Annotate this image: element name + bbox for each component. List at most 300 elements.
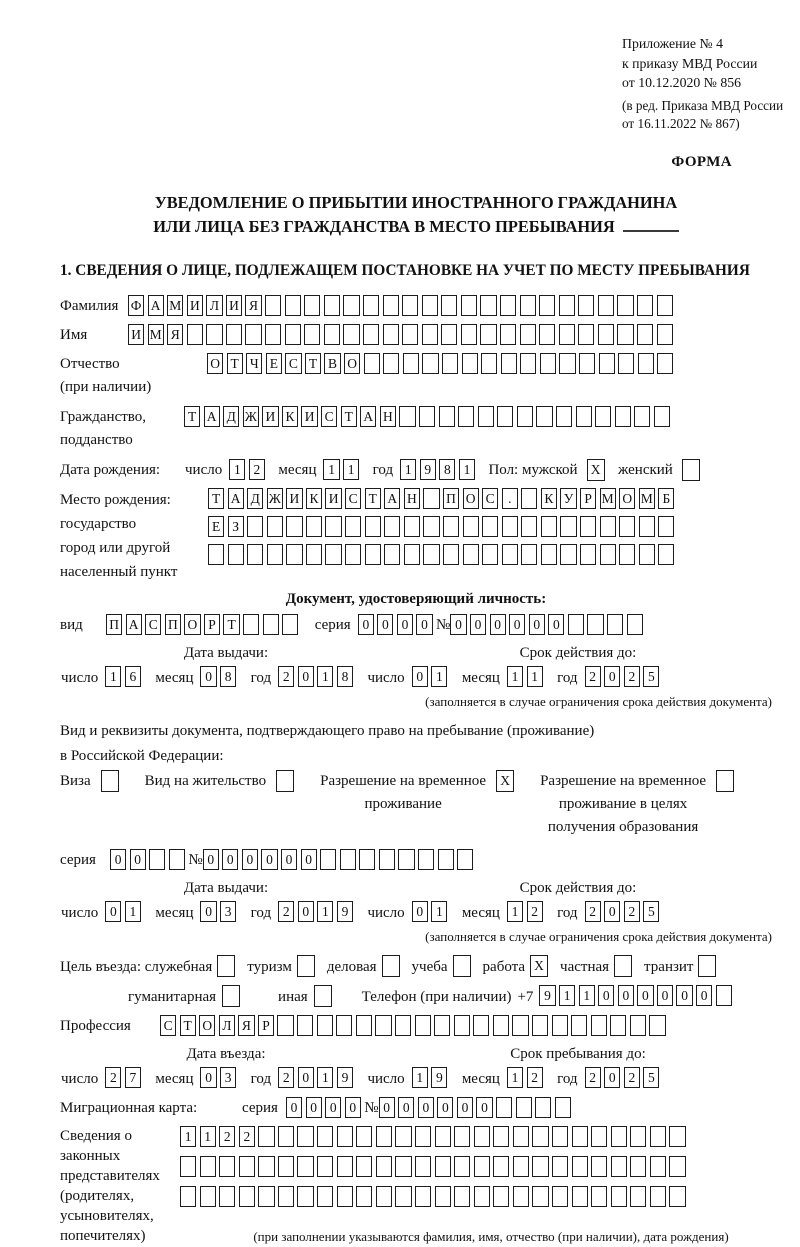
- char-cell[interactable]: [435, 1156, 451, 1177]
- char-cell[interactable]: [638, 353, 654, 374]
- char-cell[interactable]: 1: [579, 985, 595, 1006]
- char-cell[interactable]: [580, 516, 596, 537]
- char-cell[interactable]: [552, 1156, 568, 1177]
- char-cell[interactable]: 8: [220, 666, 236, 687]
- char-cell[interactable]: [500, 295, 516, 316]
- char-cell[interactable]: 0: [604, 1067, 620, 1088]
- char-cell[interactable]: [239, 1186, 255, 1207]
- char-cell[interactable]: П: [106, 614, 122, 635]
- temp-residence-education-checkbox[interactable]: [716, 770, 734, 792]
- char-cell[interactable]: [637, 324, 653, 345]
- char-cell[interactable]: [363, 295, 379, 316]
- char-cell[interactable]: [617, 295, 633, 316]
- char-cell[interactable]: 0: [301, 849, 317, 870]
- char-cell[interactable]: [343, 295, 359, 316]
- char-cell[interactable]: [572, 1156, 588, 1177]
- char-cell[interactable]: [395, 1015, 411, 1036]
- char-cell[interactable]: [454, 1156, 470, 1177]
- char-cell[interactable]: [247, 544, 263, 565]
- char-cell[interactable]: [521, 488, 537, 509]
- residence-permit-checkbox[interactable]: [276, 770, 294, 792]
- char-cell[interactable]: [480, 295, 496, 316]
- char-cell[interactable]: [325, 516, 341, 537]
- char-cell[interactable]: [219, 1186, 235, 1207]
- char-cell[interactable]: [180, 1186, 196, 1207]
- char-cell[interactable]: [443, 516, 459, 537]
- char-cell[interactable]: [286, 544, 302, 565]
- char-cell[interactable]: А: [228, 488, 244, 509]
- char-cell[interactable]: М: [600, 488, 616, 509]
- char-cell[interactable]: 0: [398, 1097, 414, 1118]
- char-cell[interactable]: Т: [223, 614, 239, 635]
- temp-residence-checkbox[interactable]: X: [496, 770, 514, 792]
- char-cell[interactable]: К: [541, 488, 557, 509]
- char-cell[interactable]: [441, 295, 457, 316]
- char-cell[interactable]: 1: [323, 459, 339, 480]
- char-cell[interactable]: [243, 614, 259, 635]
- char-cell[interactable]: [345, 544, 361, 565]
- char-cell[interactable]: 2: [278, 901, 294, 922]
- char-cell[interactable]: Н: [404, 488, 420, 509]
- char-cell[interactable]: [457, 849, 473, 870]
- char-cell[interactable]: [630, 1015, 646, 1036]
- char-cell[interactable]: С: [482, 488, 498, 509]
- char-cell[interactable]: [304, 295, 320, 316]
- char-cell[interactable]: 0: [298, 666, 314, 687]
- char-cell[interactable]: [297, 1186, 313, 1207]
- char-cell[interactable]: Р: [580, 488, 596, 509]
- char-cell[interactable]: 1: [343, 459, 359, 480]
- char-cell[interactable]: К: [306, 488, 322, 509]
- char-cell[interactable]: [579, 353, 595, 374]
- char-cell[interactable]: 0: [604, 666, 620, 687]
- char-cell[interactable]: [639, 516, 655, 537]
- char-cell[interactable]: [258, 1156, 274, 1177]
- char-cell[interactable]: М: [148, 324, 164, 345]
- char-cell[interactable]: [304, 324, 320, 345]
- char-cell[interactable]: Д: [223, 406, 239, 427]
- char-cell[interactable]: 0: [476, 1097, 492, 1118]
- char-cell[interactable]: Л: [219, 1015, 235, 1036]
- char-cell[interactable]: 0: [110, 849, 126, 870]
- char-cell[interactable]: 0: [325, 1097, 341, 1118]
- char-cell[interactable]: 0: [604, 901, 620, 922]
- char-cell[interactable]: 0: [200, 666, 216, 687]
- char-cell[interactable]: 0: [298, 1067, 314, 1088]
- char-cell[interactable]: [265, 295, 281, 316]
- char-cell[interactable]: [669, 1156, 685, 1177]
- char-cell[interactable]: [493, 1126, 509, 1147]
- char-cell[interactable]: Ж: [243, 406, 259, 427]
- char-cell[interactable]: [422, 295, 438, 316]
- char-cell[interactable]: [297, 1126, 313, 1147]
- char-cell[interactable]: 0: [286, 1097, 302, 1118]
- char-cell[interactable]: 5: [643, 666, 659, 687]
- char-cell[interactable]: 1: [527, 666, 543, 687]
- char-cell[interactable]: 0: [200, 901, 216, 922]
- char-cell[interactable]: 1: [507, 666, 523, 687]
- char-cell[interactable]: 2: [585, 1067, 601, 1088]
- char-cell[interactable]: С: [285, 353, 301, 374]
- char-cell[interactable]: [474, 1156, 490, 1177]
- char-cell[interactable]: Н: [380, 406, 396, 427]
- char-cell[interactable]: 0: [618, 985, 634, 1006]
- char-cell[interactable]: [278, 1126, 294, 1147]
- char-cell[interactable]: 2: [527, 1067, 543, 1088]
- char-cell[interactable]: [521, 516, 537, 537]
- char-cell[interactable]: 1: [507, 901, 523, 922]
- char-cell[interactable]: [473, 1015, 489, 1036]
- char-cell[interactable]: [415, 1186, 431, 1207]
- char-cell[interactable]: [619, 544, 635, 565]
- char-cell[interactable]: Т: [305, 353, 321, 374]
- char-cell[interactable]: [263, 614, 279, 635]
- char-cell[interactable]: О: [207, 353, 223, 374]
- purpose-official-checkbox[interactable]: [217, 955, 235, 977]
- char-cell[interactable]: [497, 406, 513, 427]
- char-cell[interactable]: [317, 1126, 333, 1147]
- char-cell[interactable]: [481, 353, 497, 374]
- char-cell[interactable]: Б: [658, 488, 674, 509]
- char-cell[interactable]: [496, 1097, 512, 1118]
- char-cell[interactable]: [493, 1015, 509, 1036]
- char-cell[interactable]: 0: [637, 985, 653, 1006]
- char-cell[interactable]: [169, 849, 185, 870]
- char-cell[interactable]: [637, 295, 653, 316]
- char-cell[interactable]: З: [228, 516, 244, 537]
- char-cell[interactable]: [600, 544, 616, 565]
- char-cell[interactable]: [598, 324, 614, 345]
- char-cell[interactable]: [502, 544, 518, 565]
- char-cell[interactable]: [611, 1156, 627, 1177]
- char-cell[interactable]: [208, 544, 224, 565]
- char-cell[interactable]: 0: [397, 614, 413, 635]
- char-cell[interactable]: [345, 516, 361, 537]
- char-cell[interactable]: [278, 1156, 294, 1177]
- char-cell[interactable]: 5: [643, 901, 659, 922]
- char-cell[interactable]: [580, 544, 596, 565]
- char-cell[interactable]: [258, 1126, 274, 1147]
- char-cell[interactable]: 0: [529, 614, 545, 635]
- char-cell[interactable]: 1: [559, 985, 575, 1006]
- char-cell[interactable]: [478, 406, 494, 427]
- char-cell[interactable]: [454, 1126, 470, 1147]
- char-cell[interactable]: И: [301, 406, 317, 427]
- char-cell[interactable]: [611, 1186, 627, 1207]
- char-cell[interactable]: [627, 614, 643, 635]
- char-cell[interactable]: 9: [420, 459, 436, 480]
- char-cell[interactable]: [325, 544, 341, 565]
- char-cell[interactable]: [657, 353, 673, 374]
- char-cell[interactable]: [404, 544, 420, 565]
- char-cell[interactable]: [324, 295, 340, 316]
- char-cell[interactable]: [383, 295, 399, 316]
- char-cell[interactable]: М: [639, 488, 655, 509]
- char-cell[interactable]: 0: [548, 614, 564, 635]
- char-cell[interactable]: [364, 353, 380, 374]
- char-cell[interactable]: [654, 406, 670, 427]
- char-cell[interactable]: 0: [306, 1097, 322, 1118]
- char-cell[interactable]: [552, 1186, 568, 1207]
- char-cell[interactable]: [359, 849, 375, 870]
- char-cell[interactable]: 0: [200, 1067, 216, 1088]
- char-cell[interactable]: Т: [184, 406, 200, 427]
- char-cell[interactable]: [513, 1156, 529, 1177]
- char-cell[interactable]: 2: [624, 901, 640, 922]
- char-cell[interactable]: [560, 544, 576, 565]
- char-cell[interactable]: И: [286, 488, 302, 509]
- char-cell[interactable]: [555, 1097, 571, 1118]
- char-cell[interactable]: Т: [208, 488, 224, 509]
- char-cell[interactable]: [598, 295, 614, 316]
- char-cell[interactable]: К: [282, 406, 298, 427]
- char-cell[interactable]: [435, 1186, 451, 1207]
- char-cell[interactable]: [317, 1015, 333, 1036]
- char-cell[interactable]: Е: [266, 353, 282, 374]
- char-cell[interactable]: [552, 1126, 568, 1147]
- char-cell[interactable]: [376, 1186, 392, 1207]
- char-cell[interactable]: А: [384, 488, 400, 509]
- char-cell[interactable]: [536, 406, 552, 427]
- purpose-tourism-checkbox[interactable]: [297, 955, 315, 977]
- char-cell[interactable]: [286, 516, 302, 537]
- char-cell[interactable]: [669, 1186, 685, 1207]
- char-cell[interactable]: [630, 1126, 646, 1147]
- char-cell[interactable]: [423, 516, 439, 537]
- char-cell[interactable]: 2: [239, 1126, 255, 1147]
- char-cell[interactable]: [399, 406, 415, 427]
- char-cell[interactable]: 9: [431, 1067, 447, 1088]
- char-cell[interactable]: [517, 406, 533, 427]
- sex-male-checkbox[interactable]: X: [587, 459, 605, 481]
- char-cell[interactable]: 1: [431, 901, 447, 922]
- char-cell[interactable]: [591, 1015, 607, 1036]
- char-cell[interactable]: [200, 1186, 216, 1207]
- char-cell[interactable]: [532, 1015, 548, 1036]
- char-cell[interactable]: [716, 985, 732, 1006]
- char-cell[interactable]: [639, 544, 655, 565]
- char-cell[interactable]: У: [560, 488, 576, 509]
- char-cell[interactable]: [552, 1015, 568, 1036]
- char-cell[interactable]: [541, 544, 557, 565]
- char-cell[interactable]: [365, 544, 381, 565]
- char-cell[interactable]: [568, 614, 584, 635]
- char-cell[interactable]: О: [184, 614, 200, 635]
- char-cell[interactable]: [500, 324, 516, 345]
- char-cell[interactable]: 0: [470, 614, 486, 635]
- char-cell[interactable]: [539, 295, 555, 316]
- char-cell[interactable]: [587, 614, 603, 635]
- char-cell[interactable]: [415, 1126, 431, 1147]
- char-cell[interactable]: [415, 1015, 431, 1036]
- char-cell[interactable]: 0: [345, 1097, 361, 1118]
- char-cell[interactable]: [559, 295, 575, 316]
- char-cell[interactable]: Ф: [128, 295, 144, 316]
- char-cell[interactable]: [559, 324, 575, 345]
- char-cell[interactable]: [482, 516, 498, 537]
- char-cell[interactable]: 0: [222, 849, 238, 870]
- char-cell[interactable]: [650, 1186, 666, 1207]
- char-cell[interactable]: Р: [204, 614, 220, 635]
- char-cell[interactable]: 7: [125, 1067, 141, 1088]
- char-cell[interactable]: [363, 324, 379, 345]
- char-cell[interactable]: 1: [431, 666, 447, 687]
- char-cell[interactable]: [267, 516, 283, 537]
- char-cell[interactable]: [649, 1015, 665, 1036]
- char-cell[interactable]: [258, 1186, 274, 1207]
- char-cell[interactable]: [402, 324, 418, 345]
- char-cell[interactable]: [442, 353, 458, 374]
- char-cell[interactable]: [337, 1186, 353, 1207]
- char-cell[interactable]: [463, 516, 479, 537]
- char-cell[interactable]: [591, 1156, 607, 1177]
- char-cell[interactable]: [454, 1015, 470, 1036]
- char-cell[interactable]: [493, 1156, 509, 1177]
- char-cell[interactable]: [634, 406, 650, 427]
- char-cell[interactable]: [306, 544, 322, 565]
- char-cell[interactable]: [226, 324, 242, 345]
- char-cell[interactable]: [560, 516, 576, 537]
- char-cell[interactable]: 0: [457, 1097, 473, 1118]
- char-cell[interactable]: [180, 1156, 196, 1177]
- char-cell[interactable]: [278, 1186, 294, 1207]
- char-cell[interactable]: [337, 1126, 353, 1147]
- char-cell[interactable]: [600, 516, 616, 537]
- char-cell[interactable]: А: [126, 614, 142, 635]
- char-cell[interactable]: [423, 488, 439, 509]
- char-cell[interactable]: 9: [337, 1067, 353, 1088]
- char-cell[interactable]: [559, 353, 575, 374]
- char-cell[interactable]: [521, 544, 537, 565]
- char-cell[interactable]: 1: [317, 1067, 333, 1088]
- char-cell[interactable]: [572, 1186, 588, 1207]
- char-cell[interactable]: 0: [412, 901, 428, 922]
- char-cell[interactable]: 2: [249, 459, 265, 480]
- char-cell[interactable]: [535, 1097, 551, 1118]
- visa-checkbox[interactable]: [101, 770, 119, 792]
- char-cell[interactable]: 9: [539, 985, 555, 1006]
- char-cell[interactable]: [337, 1156, 353, 1177]
- char-cell[interactable]: 9: [337, 901, 353, 922]
- char-cell[interactable]: 2: [585, 901, 601, 922]
- char-cell[interactable]: [200, 1156, 216, 1177]
- char-cell[interactable]: [423, 544, 439, 565]
- char-cell[interactable]: [418, 849, 434, 870]
- char-cell[interactable]: [540, 353, 556, 374]
- char-cell[interactable]: [520, 324, 536, 345]
- char-cell[interactable]: [320, 849, 336, 870]
- char-cell[interactable]: [591, 1126, 607, 1147]
- char-cell[interactable]: И: [226, 295, 242, 316]
- char-cell[interactable]: Т: [341, 406, 357, 427]
- char-cell[interactable]: [285, 295, 301, 316]
- char-cell[interactable]: А: [204, 406, 220, 427]
- char-cell[interactable]: [532, 1126, 548, 1147]
- char-cell[interactable]: [630, 1186, 646, 1207]
- char-cell[interactable]: О: [619, 488, 635, 509]
- char-cell[interactable]: [422, 353, 438, 374]
- char-cell[interactable]: 3: [220, 1067, 236, 1088]
- purpose-study-checkbox[interactable]: [453, 955, 471, 977]
- char-cell[interactable]: Т: [180, 1015, 196, 1036]
- char-cell[interactable]: [317, 1156, 333, 1177]
- char-cell[interactable]: [265, 324, 281, 345]
- char-cell[interactable]: [267, 544, 283, 565]
- char-cell[interactable]: Я: [167, 324, 183, 345]
- char-cell[interactable]: 0: [509, 614, 525, 635]
- char-cell[interactable]: [650, 1156, 666, 1177]
- char-cell[interactable]: [239, 1156, 255, 1177]
- char-cell[interactable]: 1: [200, 1126, 216, 1147]
- sex-female-checkbox[interactable]: [682, 459, 700, 481]
- char-cell[interactable]: [617, 324, 633, 345]
- char-cell[interactable]: [591, 1186, 607, 1207]
- char-cell[interactable]: 1: [317, 901, 333, 922]
- char-cell[interactable]: [247, 516, 263, 537]
- char-cell[interactable]: 0: [261, 849, 277, 870]
- char-cell[interactable]: 2: [624, 1067, 640, 1088]
- char-cell[interactable]: И: [325, 488, 341, 509]
- char-cell[interactable]: 8: [337, 666, 353, 687]
- char-cell[interactable]: [599, 353, 615, 374]
- char-cell[interactable]: 1: [125, 901, 141, 922]
- char-cell[interactable]: В: [324, 353, 340, 374]
- char-cell[interactable]: [375, 1015, 391, 1036]
- char-cell[interactable]: 0: [203, 849, 219, 870]
- char-cell[interactable]: [443, 544, 459, 565]
- char-cell[interactable]: Л: [206, 295, 222, 316]
- char-cell[interactable]: 3: [220, 901, 236, 922]
- char-cell[interactable]: Т: [227, 353, 243, 374]
- char-cell[interactable]: Я: [238, 1015, 254, 1036]
- char-cell[interactable]: [245, 324, 261, 345]
- char-cell[interactable]: [462, 353, 478, 374]
- char-cell[interactable]: [324, 324, 340, 345]
- char-cell[interactable]: [356, 1015, 372, 1036]
- char-cell[interactable]: И: [187, 295, 203, 316]
- char-cell[interactable]: [356, 1186, 372, 1207]
- char-cell[interactable]: [403, 353, 419, 374]
- char-cell[interactable]: 0: [676, 985, 692, 1006]
- char-cell[interactable]: [658, 516, 674, 537]
- char-cell[interactable]: 1: [400, 459, 416, 480]
- char-cell[interactable]: [516, 1097, 532, 1118]
- char-cell[interactable]: 2: [219, 1126, 235, 1147]
- char-cell[interactable]: [571, 1015, 587, 1036]
- char-cell[interactable]: Т: [365, 488, 381, 509]
- char-cell[interactable]: Е: [208, 516, 224, 537]
- char-cell[interactable]: [365, 516, 381, 537]
- char-cell[interactable]: [461, 324, 477, 345]
- char-cell[interactable]: 0: [379, 1097, 395, 1118]
- char-cell[interactable]: [501, 353, 517, 374]
- char-cell[interactable]: [356, 1156, 372, 1177]
- char-cell[interactable]: [434, 1015, 450, 1036]
- char-cell[interactable]: 1: [459, 459, 475, 480]
- char-cell[interactable]: [578, 295, 594, 316]
- char-cell[interactable]: О: [199, 1015, 215, 1036]
- char-cell[interactable]: [618, 353, 634, 374]
- char-cell[interactable]: [297, 1156, 313, 1177]
- char-cell[interactable]: 1: [412, 1067, 428, 1088]
- char-cell[interactable]: 2: [624, 666, 640, 687]
- char-cell[interactable]: 2: [105, 1067, 121, 1088]
- purpose-business-checkbox[interactable]: [382, 955, 400, 977]
- char-cell[interactable]: О: [344, 353, 360, 374]
- char-cell[interactable]: [376, 1126, 392, 1147]
- char-cell[interactable]: С: [145, 614, 161, 635]
- char-cell[interactable]: 0: [450, 614, 466, 635]
